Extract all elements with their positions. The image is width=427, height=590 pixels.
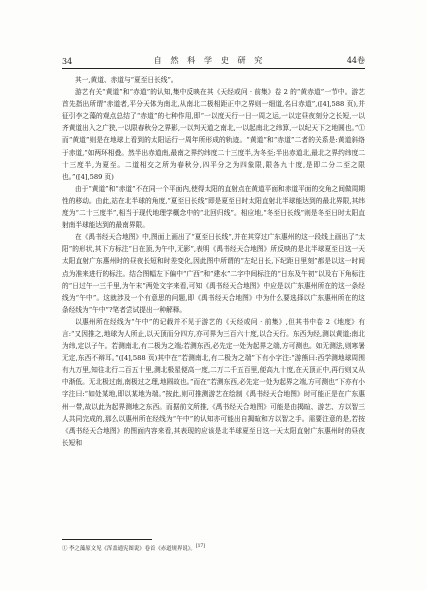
footnote: [62, 545, 365, 553]
footnote-text: 李之藻原文见《浑盖通宪图说》卷首《赤道规界说》。: [69, 546, 196, 552]
page-number: 34: [62, 57, 73, 66]
paragraph: 以惠州所在经线为“午中”的记载并不见于游艺的《天经或问 · 前集》,但其书中卷 2《地度》有言:“又因推之,地球为人所止,以天顶而分四方,亦可界为三百六十度,以合天行。东西为经,测以黄道;南北为纬,定以子午。若测南北,有二极为之端;若测东西,必先定一处为起界之端,方可测也。如无测法,则寒暑无定,东西不辩耳。”([4],588 页)其中在“若测南北,有二极为之端”下有小字注:“游熊曰:西学测地球周围有九万里,知往北行二百五十里,测北极星便高一度,二万二千五百里,便高九十度,在天顶正中,再行则又从中渐低。无北极过南,南极过之理,地圆故也。”而在“若测东西,必先定一处为起界之端,方可测也”下亦有小字注曰:“如处某地,即以某地为端。”按此,则可推测游艺在绘制《禹书经天合地图》时可能正是在广东惠州一带,故以此为起界测地之东西。而据前文所推,《禹书经天合地图》可能是由揭暄、游艺、方以智三人共同完成的,那么以惠州所在经线为“午中”的认知亦可能出自揭暄和方以智之手。需要注意的是,若按《禹书经天合地图》的图面内容来看,其表现的应该是北半球夏至日这一天太阳直射广东惠州时的昼夜长短和: [62, 317, 365, 447]
body-text: [62, 74, 365, 449]
volume-label: 44卷: [346, 56, 365, 65]
section-heading: 其一,黄道、赤道与“夏至日长线”。: [75, 76, 178, 84]
journal-title: 自 然 科 学 史 研 究: [153, 55, 266, 65]
footnote-divider: [62, 539, 152, 540]
paragraph: 由于“黄道”和“赤道”不在同一个平面内,使得太阳的直射点在黄道平面和赤道平面的交角之间做周期性的移动。由此,站在北半球的角度,“夏至日长线”即是夏至日时太阳直射北半球能达到的最北界限,其纬度为“二十三度半”,相当于现代地理学概念中的“北回归线”。相应地,“冬至日长线”则是冬至日时太阳直射南半球能达到的最南界限。: [62, 184, 365, 230]
paragraph: 在《禹书经天合地图》中,图面上画出了“夏至日长线”,并在其穿过广东惠州的这一段线上画出了“太阳”的形状,其下方标注“日在顶,为午中,无影”,表明《禹书经天合地图》所反映的是北半球夏至日这一天太阳直射广东惠州时的昼夜长短和时差变化,因此图中所谓的“左纪日长,下纪距日里刻”都是以这一时间点为准来进行的标注。结合图幅左下偏中“广西”和“建水”二字中间标注的“日东及午初”以及右下角标注的“日过午一三千里,为午末”两处文字来看,可知《禹书经天合地图》中应是以广东惠州所在的这一条经线为“午中”。这就涉及一个有意思的问题,即《禹书经天合地图》中为什么要选择以广东惠州所在的这条经线为“午中”?笔者尝试提出一种解释。: [62, 233, 365, 314]
running-header: [62, 52, 365, 69]
footnote-marker: ①: [62, 546, 68, 552]
paragraph: 游艺有关“黄道”和“赤道”的认知,集中反映在其《天经或问 · 前集》卷 2 的“黄赤道”一节中。游艺首先指出所谓“赤道者,平分天体为南北,从南北二极相距正中之界则一细道,名曰赤道”,([4],588 页),并征引李之藻的观点总结了“赤道”的七种作用,即“一以度天行一日一周之运,一以定昼夜刻分之长短,一以齐黄道出入之广狭,一以限春秋分之界影,一以判天道之南北,一以起南北之纬算,一以纪天下之地圆也。”① 而“黄道”则是在地球上看到的太阳运行一周年所形成的轨迹。“黄道”和“赤道”二者的关系是:黄道斜络于赤道,“如两环相叠。然半出赤道南,最南之界约纬度二十三度半,为冬至;半出赤道北,最北之界约纬度二十三度半,为夏至。二道相交之所为春秋分,四平分之为四象限,限各九十度,是即二分二至之限也。”([4],589 页): [62, 88, 365, 181]
footnote-citation: [17]: [195, 544, 206, 550]
